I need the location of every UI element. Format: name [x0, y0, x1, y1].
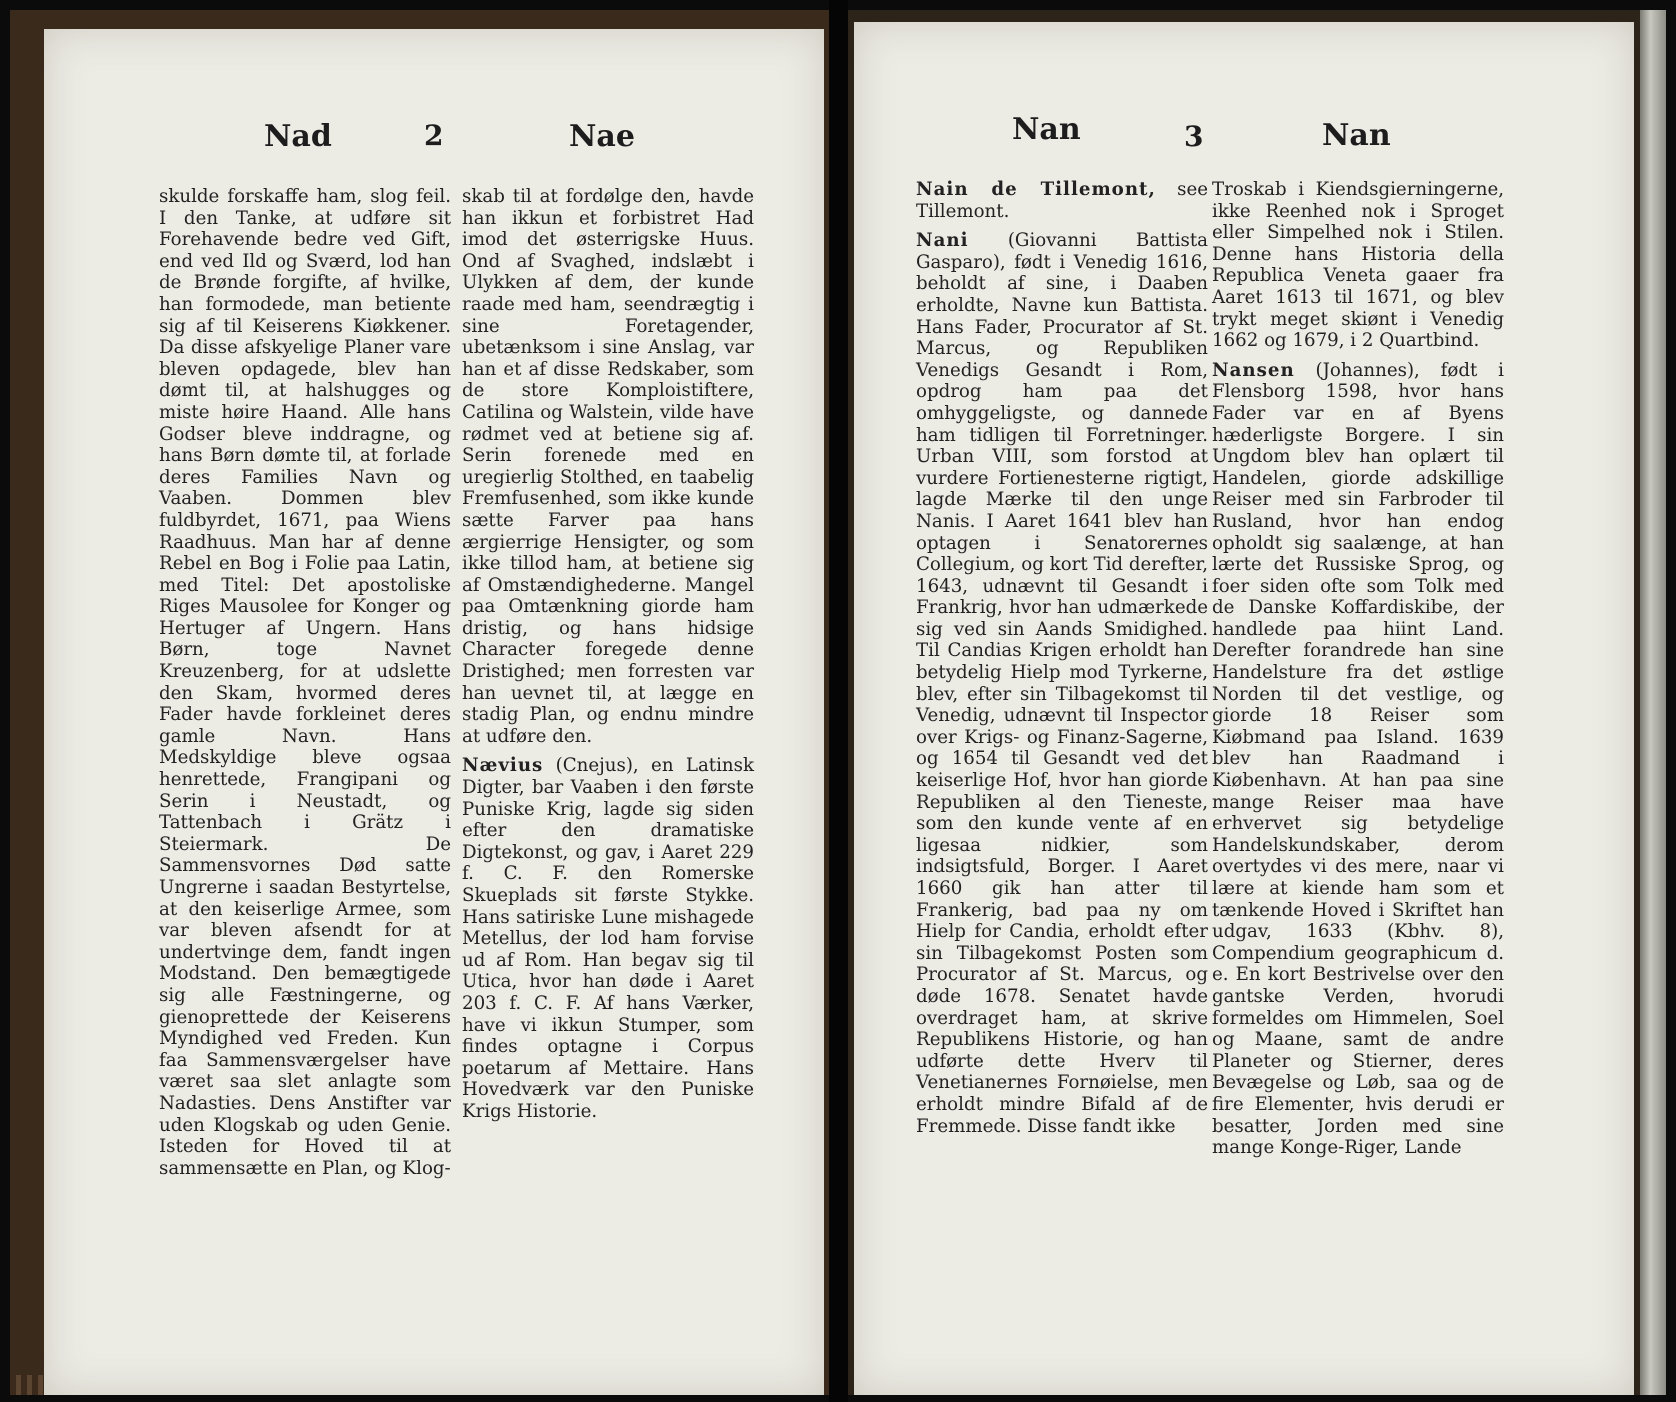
- entry-heading: Nain de Tillemont,: [916, 179, 1156, 200]
- left-page: [44, 29, 824, 1395]
- paragraph-text: see Tillemont.: [916, 179, 1208, 222]
- right-page: [854, 22, 1634, 1395]
- left-book-spread: [10, 10, 829, 1395]
- paragraph: [1212, 360, 1504, 1159]
- header-left-word: Nan: [1012, 112, 1081, 147]
- header-right-word: Nae: [569, 119, 635, 154]
- header-right-word: Nan: [1322, 118, 1391, 153]
- page-number: 3: [1184, 120, 1204, 153]
- paragraph-text: Troskab i Kiendsgierningerne, ikke Reenhed nok i Sproget eller Simpelhed nok i Stilen. Denne hans Historia della Republica Veneta gaaer fra Aaret 1613 til 1671, og blev trykt meget skiønt i Venedig 1662 og 1679, i 2 Quartbind.: [1212, 179, 1504, 352]
- text-column-right: [1212, 179, 1504, 1159]
- paragraph-text: (Giovanni Battista Gasparo), født i Venedig 1616, beholdt af sine, i Daaben erholdte, Navne kun Battista. Hans Fader, Procurator af St. Marcus, og Republiken Venedigs Gesandt i Rom, opdrog ham paa det omhyggeligste, og dannede ham tidligen til Forretninger. Urban VIII, som forstod at vurdere Fortienesterne rigtigt, lagde Mærke til den unge Nanis. I Aaret 1641 blev han optagen i Senatorernes Collegium, og kort Tid derefter, 1643, udnævnt til Gesandt i Frankrig, hvor han udmærkede sig ved sin Aands Smidighed. Til Candias Krigen erholdt han betydelig Hielp mod Tyrkerne, blev, efter sin Tilbagekomst til Venedig, udnævnt til Inspector over Krigs- og Finanz-Sagerne, og 1654 til Gesandt ved det keiserlige Hof, hvor han giorde Republiken al den Tieneste, som den kunde vente af en ligesaa nidkier, som indsigtsfuld, Borger. I Aaret 1660 gik han atter til Frankerig, bad paa ny om Hielp for Candia, erholdt efter sin Tilbagekomst Posten som Procurator af St. Marcus, og døde 1678. Senatet havde overdraget ham, at skrive Republikens Historie, og han udførte dette Hverv til Venetianernes Fornøielse, men erholdt mindre Bifald af de Fremmede. Disse fandt ikke: [916, 230, 1208, 1137]
- paragraph: [1212, 179, 1504, 352]
- text-column-left: [916, 179, 1208, 1137]
- paragraph: [462, 186, 754, 747]
- spread-divider: [829, 0, 848, 1402]
- page-header: [854, 112, 1634, 162]
- entry-heading: Nani: [916, 230, 969, 252]
- paragraph-text: skulde forskaffe ham, slog feil. I den Tanke, at udføre sit Forehavende bedre ved Gift, end ved Ild og Sværd, lod han de Brønde forgifte, af hvilke, han formodede, man betiente sig af til Keiserens Kiøkkener. Da disse afskyelige Planer vare bleven opdagede, blev han dømt til, at halshugges og miste høire Haand. Alle hans Godser bleve inddragne, og hans Børn dømte til, at forlade deres Families Navn og Vaaben. Dommen blev fuldbyrdet, 1671, paa Wiens Raadhuus. Man har af denne Rebel en Bog i Folie paa Latin, med Titel: Det apostoliske Riges Mausolee for Konger og Hertuger af Ungern. Hans Børn, toge Navnet Kreuzenberg, for at udslette den Skam, hvormed deres Fader havde forkleinet deres gamle Navn. Hans Medskyldige bleve ogsaa henrettede, Frangipani og Serin i Neustadt, og Tattenbach i Grätz i Steiermark. De Sammensvornes Død satte Ungrerne i saadan Bestyrtelse, at den keiserlige Armee, som var bleven afsendt for at undertvinge dem, fandt ingen Modstand. Den bemægtigede sig alle Fæstningerne, og gienoprettede der Keiserens Myndighed ved Freden. Kun faa Sammensværgelser have været saa slet anlagte som Nadasties. Dens Anstifter var uden Klogskab og uden Genie. Isteden for Hoved til at sammensætte en Plan, og Klog-: [159, 186, 451, 1179]
- header-left-word: Nad: [264, 119, 332, 154]
- right-book-spread: [848, 10, 1666, 1395]
- paragraph: [916, 230, 1208, 1137]
- page-header: [44, 119, 824, 169]
- paragraph-text: (Cnejus), en Latinsk Digter, bar Vaaben i den første Puniske Krig, lagde sig siden efter den dramatiske Digtekonst, og gav, i Aaret 229 f. C. F. den Romerske Skueplads sit første Stykke. Hans satiriske Lune mishagede Metellus, der lod ham forvise ud af Rom. Han begav sig til Utica, hvor han døde i Aaret 203 f. C. F. Af hans Værker, have vi ikkun Stumper, som findes optagne i Corpus poetarum af Mettaire. Hans Hovedværk var den Puniske Krigs Historie.: [462, 755, 754, 1122]
- entry-heading: Nansen: [1212, 359, 1295, 381]
- paragraph: [916, 179, 1208, 222]
- text-column-right: [462, 186, 754, 1123]
- text-column-left: [159, 186, 451, 1179]
- paragraph-text: skab til at fordølge den, havde han ikkun et forbistret Had imod det østerrigske Huus. Ond af Svaghed, indslæbt i Ulykken af dem, der kunde raade med ham, seendrægtig i sine Foretagender, ubetænksom i sine Anslag, var han et af disse Redskaber, som de store Komploistiftere, Catilina og Walstein, vilde have rødmet ved at betiene sig af. Serin forenede med en uregierlig Stolthed, en taabelig Fremfusenhed, som ikke kunde sætte Farver paa hans ærgierrige Hensigter, og som ikke tillod ham, at betiene sig af Omstændighederne. Mangel paa Omtænkning giorde ham dristig, og hans hidsige Character foregede denne Dristighed; men forresten var han uevnet til, at lægge en stadig Plan, og endnu mindre at udføre den.: [462, 186, 754, 747]
- page-edge-strip: [1640, 10, 1666, 1395]
- paragraph-text: (Johannes), født i Flensborg 1598, hvor hans Fader var en af Byens hæderligste Borgere. I sin Ungdom blev han oplært til Handelen, giorde adskillige Reiser med sin Farbroder til Rusland, hvor han endog opholdt sig saalænge, at han lærte det Russiske Sprog, og foer siden ofte som Tolk med de Danske Koffardiskibe, der handlede paa hiint Land. Derefter forandrede han sine Handelsture fra det østlige Norden til det vestlige, og giorde 18 Reiser som Kiøbmand paa Island. 1639 blev han Raadmand i Kiøbenhavn. At han paa sine mange Reiser maa have erhvervet sig betydelige Handelskundskaber, derom overtydes vi des mere, naar vi lære at kiende ham som et tænkende Hoved i Skriftet han udgav, 1633 (Kbhv. 8), Compendium geographicum d. e. En kort Bestrivelse over den gantske Verden, hvorudi formeldes om Himmelen, Soel og Maane, samt de andre Planeter og Stierner, deres Bevægelse og Løb, saa og de fire Elementer, hvis derudi er besatter, Jorden med sine mange Konge-Riger, Lande: [1212, 359, 1504, 1159]
- paragraph: [462, 755, 754, 1122]
- paragraph: [159, 186, 451, 1179]
- entry-heading: Nævius: [462, 755, 544, 777]
- page-number: 2: [424, 119, 444, 152]
